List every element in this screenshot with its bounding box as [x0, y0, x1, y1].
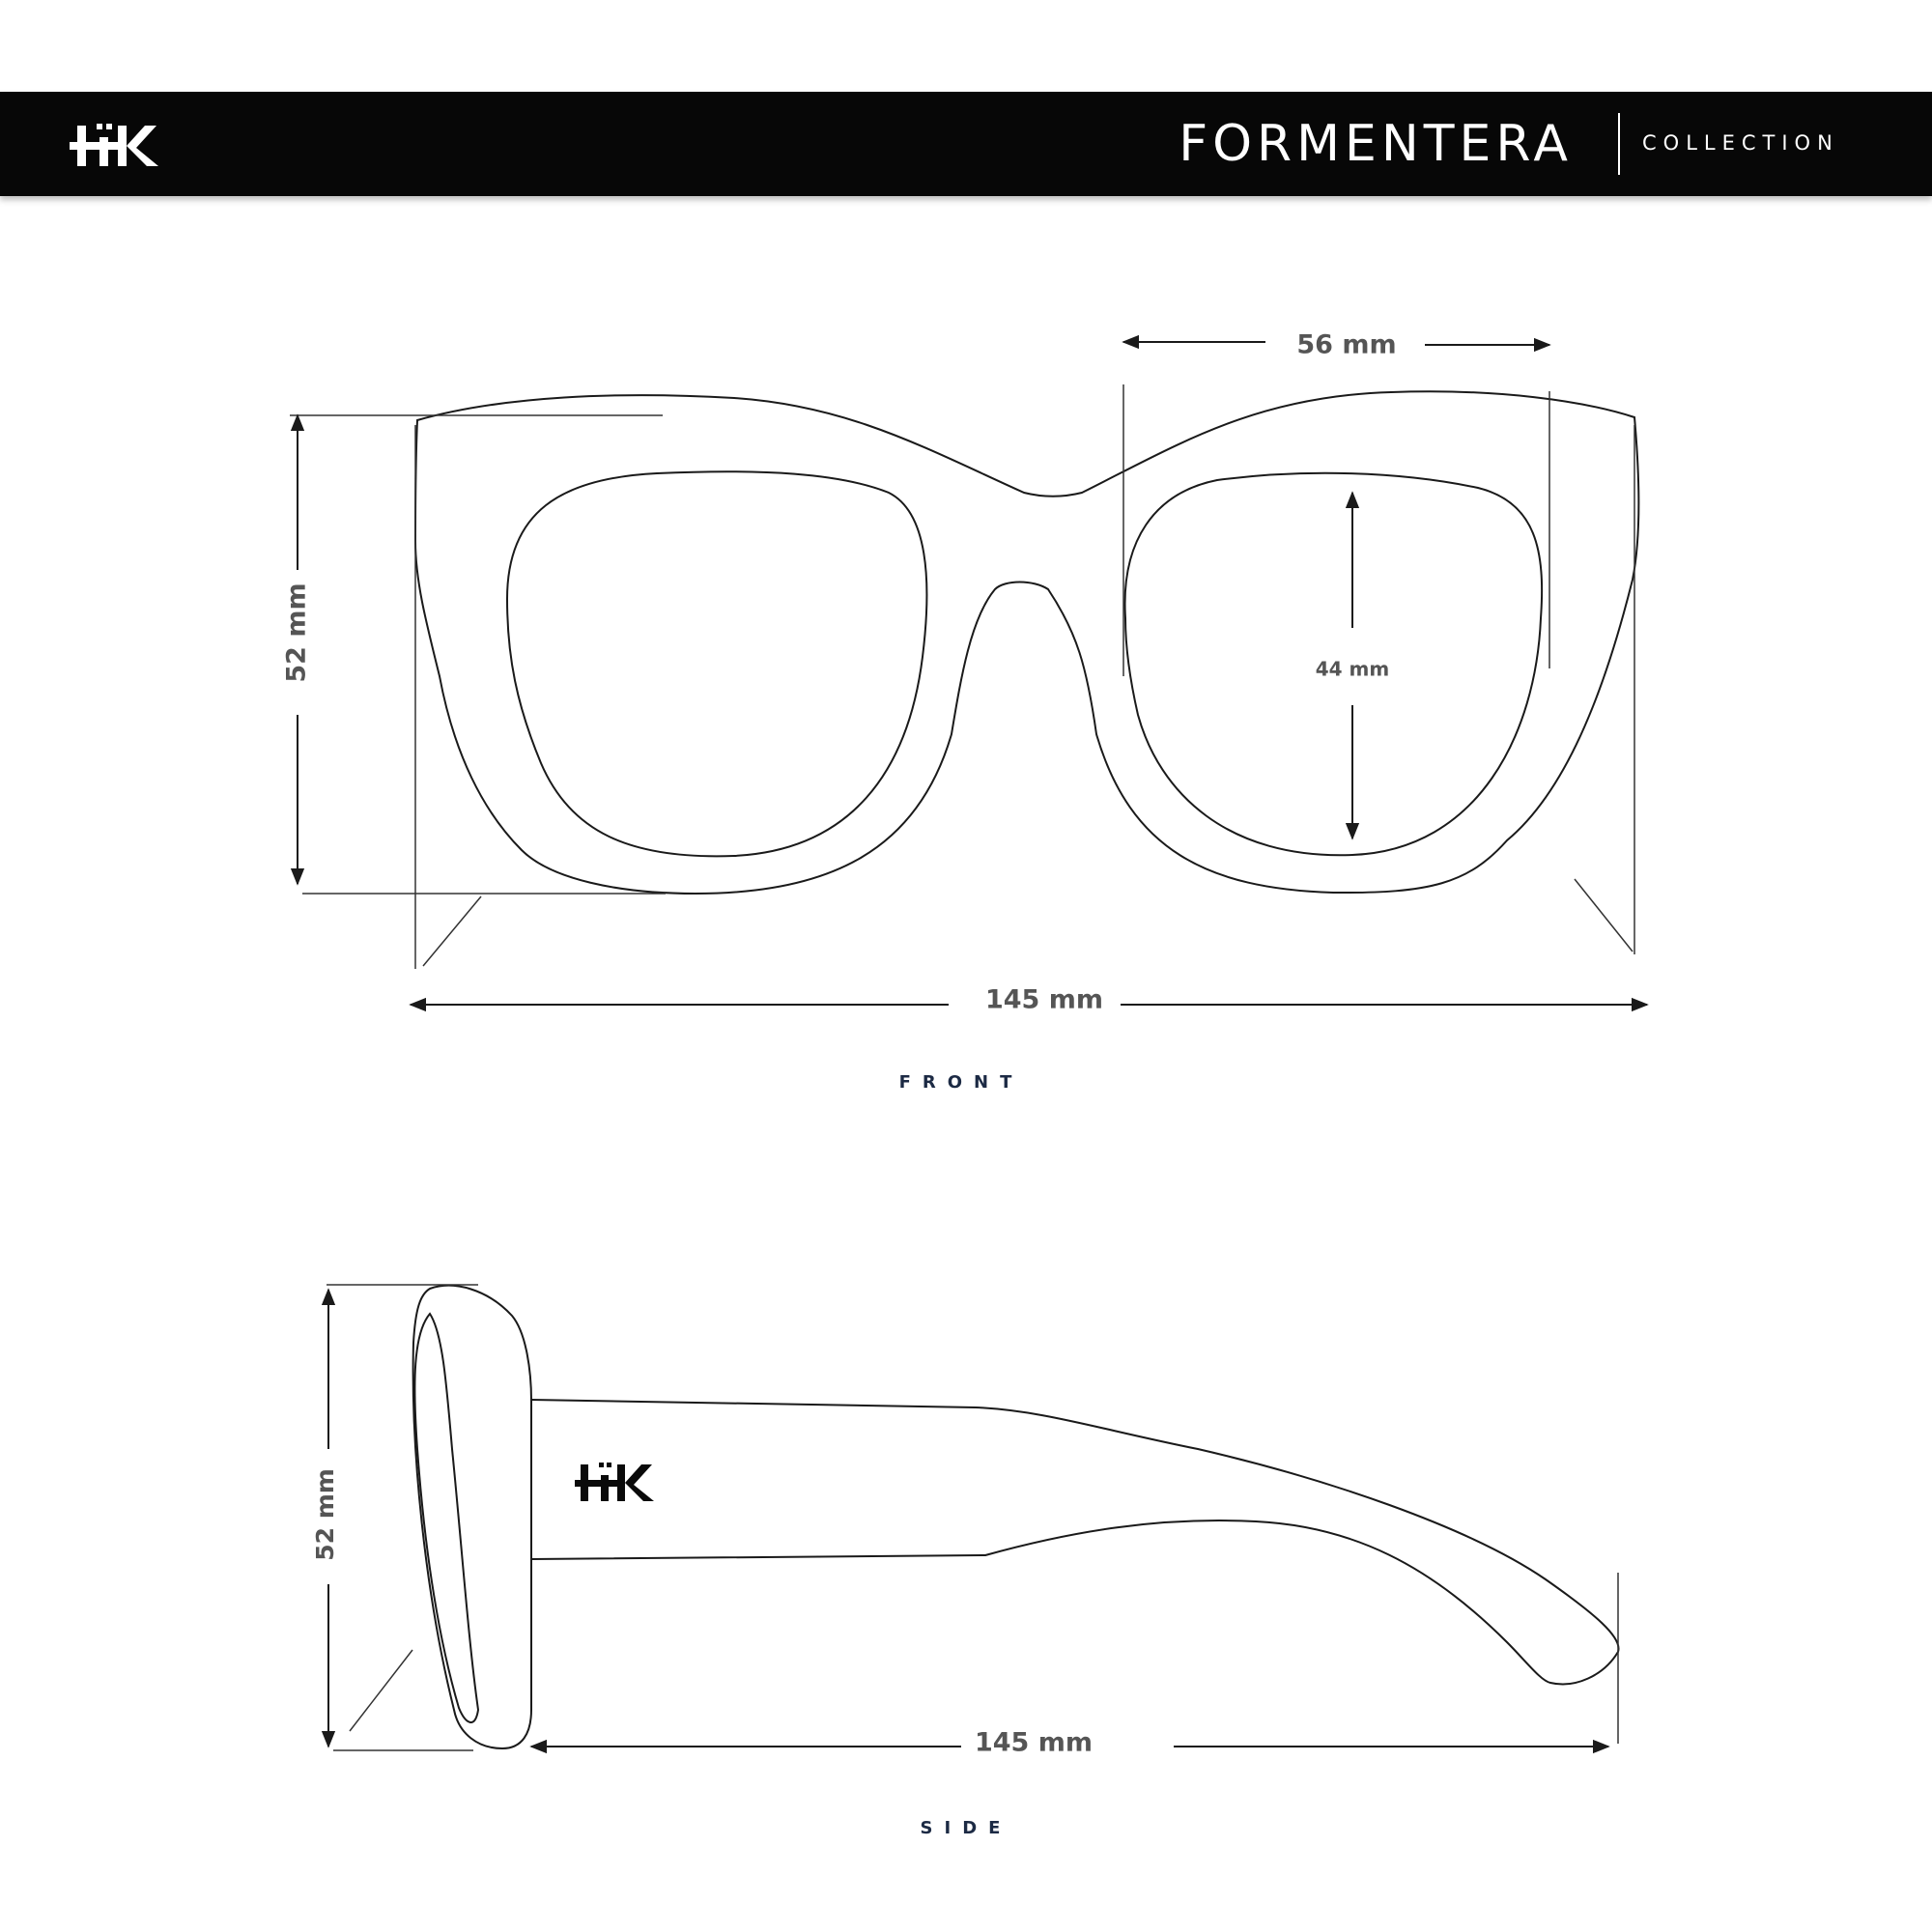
lens-height-label: 44 mm [1315, 657, 1390, 681]
side-view [311, 1285, 1619, 1838]
side-temple-arm [531, 1400, 1619, 1684]
side-front-rim [413, 1286, 531, 1748]
collection-subtitle: COLLECTION [1642, 131, 1839, 155]
side-height-label: 52 mm [311, 1468, 339, 1561]
front-view [282, 330, 1648, 1094]
side-perspective-line [350, 1650, 412, 1731]
total-width-label: 145 mm [984, 984, 1104, 1015]
hk-logo-icon [575, 1463, 654, 1501]
perspective-line-right [1575, 879, 1633, 952]
collection-title: FORMENTERA [1179, 115, 1573, 173]
temple-length-label: 145 mm [974, 1727, 1094, 1758]
side-view-label: SIDE [920, 1818, 1012, 1838]
left-lens [507, 471, 926, 856]
frame-height-label: 52 mm [281, 582, 312, 683]
lens-width-label: 56 mm [1296, 329, 1397, 360]
front-view-label: FRONT [898, 1072, 1024, 1093]
side-lens-edge [414, 1314, 478, 1722]
perspective-line-left [423, 896, 481, 966]
